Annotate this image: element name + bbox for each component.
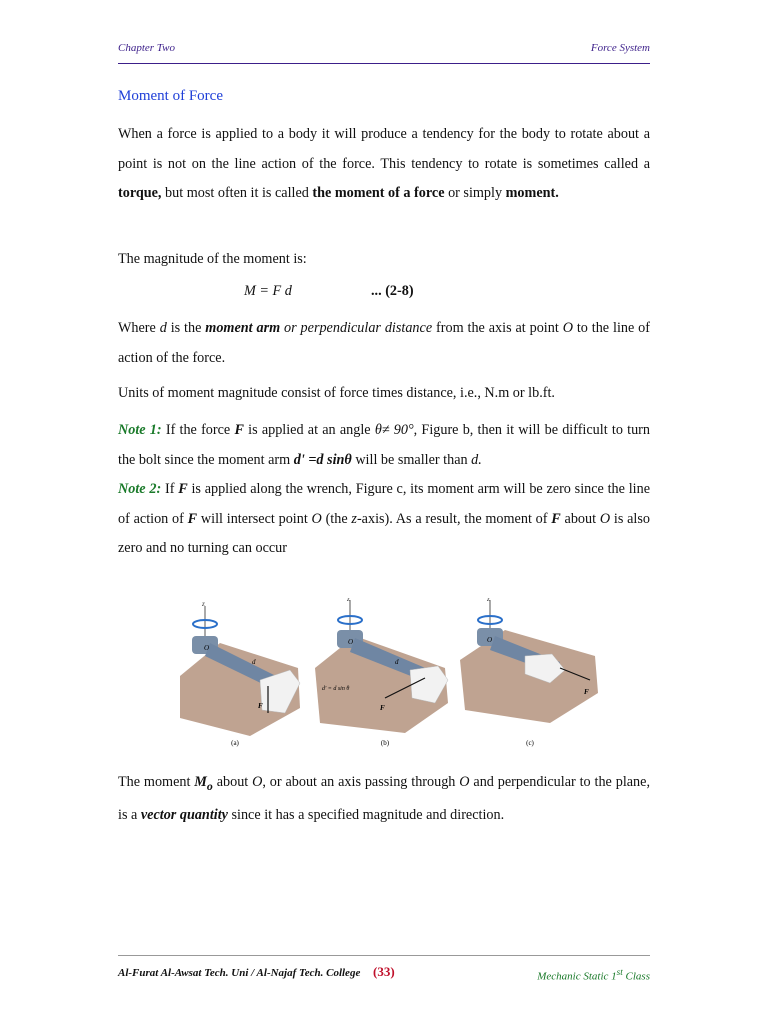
section-title: Moment of Force (118, 88, 223, 104)
text: is also zero and no turning can occur (118, 510, 650, 556)
figure-panel-c (460, 598, 598, 747)
text: since it has a specified magnitude and direction. (227, 807, 505, 824)
var-F: F (551, 510, 561, 527)
text: about (212, 774, 253, 790)
page-number: (33) (373, 964, 395, 979)
subscript-o: o (206, 778, 213, 793)
force-label: F (380, 704, 385, 712)
text: is the (166, 320, 206, 336)
equation-expression: M = F d (244, 283, 292, 299)
figure-panel-a (180, 600, 300, 747)
header-topic: Force System (590, 42, 650, 54)
text: If (161, 481, 179, 497)
text: Where (118, 320, 160, 336)
var-O: O (562, 320, 573, 336)
term-vector-quantity: vector quantity (140, 807, 228, 824)
note1-label: Note 1: (118, 422, 162, 438)
var-O: O (311, 510, 322, 527)
point-O-label: O (204, 644, 210, 652)
var-z: z (351, 510, 357, 527)
var-F: F (178, 481, 188, 497)
var-d: d. (471, 451, 482, 468)
paragraph-vector (118, 768, 650, 831)
caption-a: (a) (231, 739, 239, 747)
var-F: F (234, 422, 244, 438)
text: is applied at an angle (243, 422, 375, 438)
z-axis-label: z (347, 598, 350, 603)
text: to the line of action of the force. (118, 320, 650, 366)
text: Class (622, 970, 650, 983)
equation-number: ... (2-8) (371, 283, 414, 299)
text: The moment (118, 774, 195, 790)
text: or simply (444, 185, 506, 201)
var-O: O (599, 510, 611, 527)
text: is applied along the wrench, Figure c, its moment arm will be zero since the line of action of (118, 481, 650, 527)
text: , or about an axis passing through (262, 774, 460, 790)
text: If the force (161, 422, 235, 438)
figure-panel-b (315, 598, 448, 747)
paragraph-definition (118, 120, 650, 209)
distance-label: d (252, 658, 256, 666)
paragraph-moment-arm (118, 314, 650, 373)
caption-c: (c) (526, 739, 534, 747)
text: Mechanic Static 1 (537, 970, 617, 983)
paragraph-magnitude: The magnitude of the moment is: (118, 251, 307, 267)
text: will be smaller than (351, 451, 472, 468)
text: but most often it is called (161, 185, 313, 201)
z-axis-label: z (487, 598, 490, 603)
text: When a force is applied to a body it will produce a tendency for the body to rotate about a point is not on the line action of the force. This tendency to rotate is sometimes called a (118, 126, 650, 172)
text: from the axis at point (432, 320, 563, 336)
z-axis-label: z (202, 600, 205, 608)
term-moment: moment. (505, 185, 559, 201)
caption-b: (b) (380, 739, 390, 747)
term-moment-arm: moment arm (205, 320, 281, 336)
term-moment-of-force: the moment of a force (312, 185, 445, 201)
text: and perpendicular to the plane, is a (118, 774, 650, 824)
footer-course (537, 967, 650, 983)
var-O: O (459, 774, 470, 790)
text: about (560, 510, 600, 527)
term-perpendicular-distance: or perpendicular distance (280, 320, 433, 336)
text: , Figure b, then it will be difficult to turn the bolt since the moment arm (118, 422, 650, 468)
term-torque: torque, (118, 185, 162, 201)
var-O: O (252, 774, 263, 790)
text: -axis). As a result, the moment of (356, 510, 552, 527)
wrench-figure (180, 598, 600, 748)
var-d: d (159, 320, 167, 336)
var-F: F (187, 510, 198, 527)
note2-label: Note 2: (118, 481, 162, 497)
var-M: M (194, 774, 207, 790)
superscript: st (616, 967, 623, 977)
footer-divider (118, 955, 650, 956)
point-O-label: O (348, 638, 354, 646)
angle-expression: θ≠ 90° (374, 422, 414, 438)
footer-institution: Al-Furat Al-Awsat Tech. Uni / Al-Najaf Tech. College (118, 967, 361, 979)
paragraph-units: Units of moment magnitude consist of force times distance, i.e., N.m or lb.ft. (118, 385, 555, 401)
text: (the (321, 510, 352, 527)
header-chapter: Chapter Two (118, 42, 175, 54)
paragraph-notes (118, 416, 650, 564)
force-label: F (584, 688, 589, 696)
moment-arm-expression: d' =d sinθ (293, 451, 352, 468)
distance-label: d (395, 658, 399, 666)
force-label: F (258, 702, 263, 710)
moment-arm-label: d' = d sin θ (322, 686, 350, 692)
header-divider (118, 63, 650, 64)
point-O-label: O (487, 636, 493, 644)
text: will intersect point (197, 510, 312, 527)
